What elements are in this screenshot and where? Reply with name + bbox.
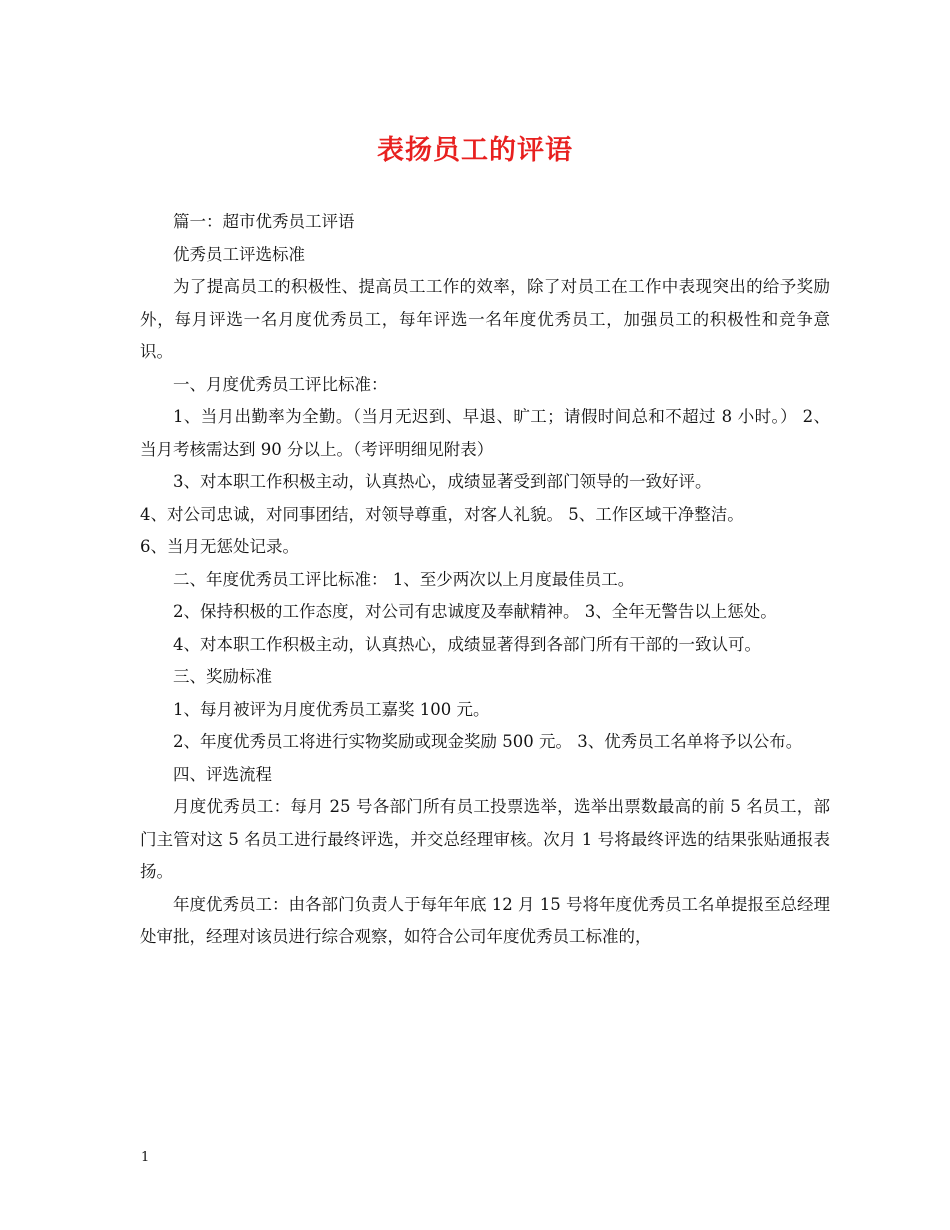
document-title: 表扬员工的评语 — [377, 135, 573, 166]
paragraph-intro: 为了提高员工的积极性、提高员工工作的效率，除了对员工在工作中表现突出的给予奖励外，每月评选一名月度优秀员工，每年评选一名年度优秀员工，加强员工的积极性和竞争意识。 — [140, 277, 830, 361]
paragraph-reward-1: 1、每月被评为月度优秀员工嘉奖 100 元。 — [173, 699, 490, 719]
paragraph-monthly-criteria-3: 3、对本职工作积极主动，认真热心，成绩显著受到部门领导的一致好评。 — [173, 472, 712, 491]
paragraph-process-annual: 年度优秀员工：由各部门负责人于每年年底 12 月 15 号将年度优秀员工名单提报至总经理处审批，经理对该员进行综合观察，如符合公司年度优秀员工标准的， — [140, 894, 830, 946]
paragraph-annual-criteria-heading: 二、年度优秀员工评比标准： 1、至少两次以上月度最佳员工。 — [173, 569, 635, 589]
paragraph-monthly-criteria-heading: 一、月度优秀员工评比标准： — [173, 374, 388, 394]
paragraph-annual-criteria-4: 4、对本职工作积极主动，认真热心，成绩显著得到各部门所有干部的一致认可。 — [173, 634, 761, 654]
paragraph-monthly-criteria-6: 6、当月无惩处记录。 — [140, 537, 299, 556]
paragraph-section-heading: 篇一：超市优秀员工评语 — [173, 212, 355, 231]
page-number: 1 — [141, 1150, 150, 1165]
paragraph-monthly-criteria-1-2: 1、当月出勤率为全勤。（当月无迟到、早退、旷工；请假时间总和不超过 8 小时。） 2、当月考核需达到 90 分以上。（考评明细见附表） — [140, 407, 830, 459]
document-body — [140, 206, 830, 954]
paragraph-monthly-criteria-4-5: 4、对公司忠诚，对同事团结，对领导尊重，对客人礼貌。 5、工作区域干净整洁。 — [140, 504, 744, 524]
paragraph-reward-heading: 三、奖励标准 — [173, 667, 272, 686]
paragraph-process-heading: 四、评选流程 — [173, 764, 272, 784]
paragraph-annual-criteria-2-3: 2、保持积极的工作态度，对公司有忠诚度及奉献精神。 3、全年无警告以上惩处。 — [173, 602, 777, 621]
paragraph-process-monthly: 月度优秀员工：每月 25 号各部门所有员工投票选举，选举出票数最高的前 5 名员工，部门主管对这 5 名员工进行最终评选，并交总经理审核。次月 1 号将最终评选的结果张贴通报表扬。 — [140, 797, 830, 881]
paragraph-reward-2-3: 2、年度优秀员工将进行实物奖励或现金奖励 500 元。 3、优秀员工名单将予以公布。 — [173, 732, 803, 751]
paragraph-subheading: 优秀员工评选标准 — [173, 244, 305, 264]
